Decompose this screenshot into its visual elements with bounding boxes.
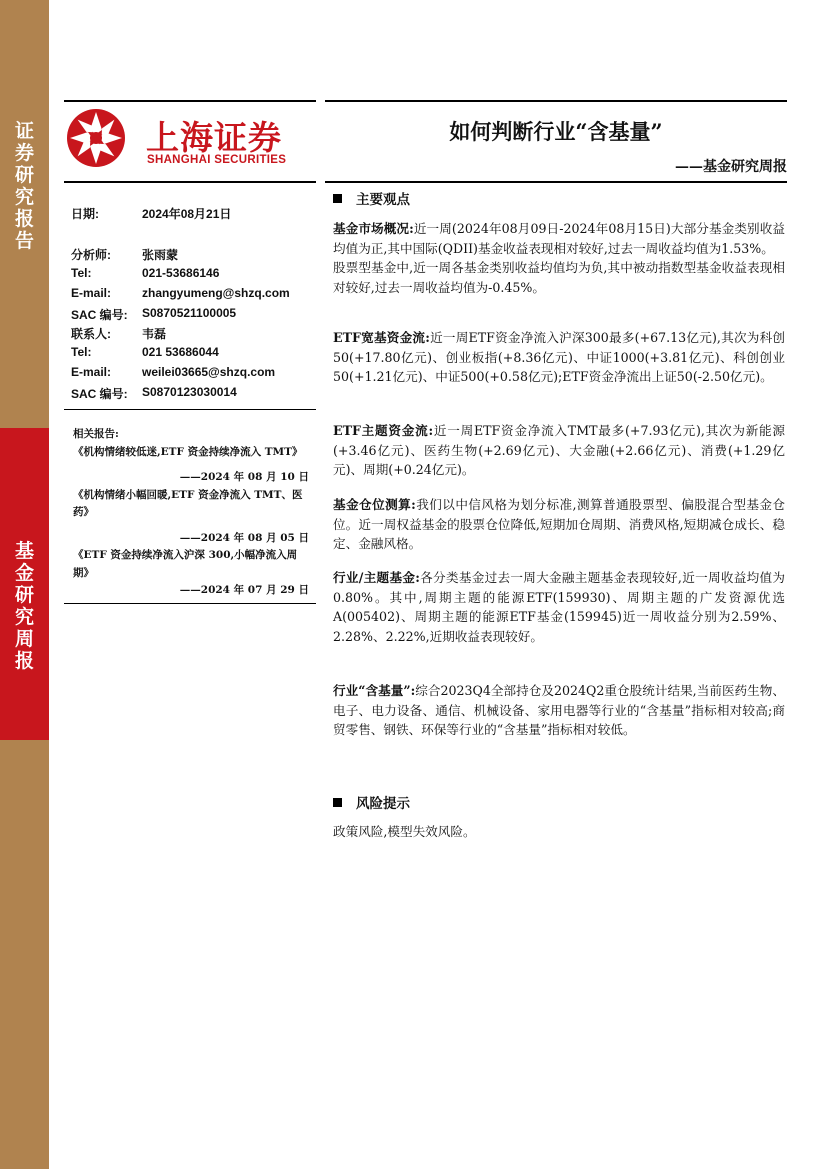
related-item-title[interactable]: 《机构情绪较低迷,ETF 资金持续净流入 TMT》	[73, 445, 303, 458]
sidebar-char: 究	[14, 606, 34, 628]
shanghai-securities-logo-icon	[66, 108, 126, 168]
sac2-label: SAC 编号:	[71, 387, 128, 401]
email2-value[interactable]: weilei03665@shzq.com	[142, 365, 276, 379]
equity-fund-text: 股票型基金中,近一周各基金类别收益均值均为负,其中被动指数型基金收益表现相对较好,过去一周收益均值为-0.45%。	[333, 260, 785, 295]
tel2-value: 021 53686044	[142, 345, 219, 359]
main-views-heading-text: 主要观点	[356, 192, 410, 208]
risk-paragraph: 政策风险,模型失效风险。	[333, 824, 476, 839]
report-subtitle: ——基金研究周报	[675, 159, 787, 175]
sidebar-bottom-band	[0, 740, 49, 1169]
square-bullet-icon	[333, 798, 342, 807]
info-rule-left	[64, 181, 316, 183]
contact-value: 韦磊	[142, 327, 167, 341]
sidebar-char: 报	[14, 650, 34, 672]
date-value: 2024年08月21日	[142, 207, 232, 221]
fund-content-paragraph	[333, 681, 785, 740]
related-bottom-rule	[64, 603, 316, 604]
sidebar-char: 周	[14, 628, 34, 650]
sac1-label: SAC 编号:	[71, 308, 128, 322]
sidebar-char: 金	[14, 562, 34, 584]
fund-content-label: 行业“含基量”:	[333, 683, 416, 698]
broad-etf-flow-text: 近一周ETF资金净流入沪深300最多(+67.13亿元),其次为科创50(+17.80亿元)、创业板指(+8.36亿元)、中证1000(+3.81亿元)、科创创业50(+1.21亿元)、中证500(+0.58亿元);ETF资金净流出上证50(-2.50亿元)。	[333, 330, 786, 384]
email1-label: E-mail:	[71, 286, 112, 300]
email2-label: E-mail:	[71, 365, 112, 379]
related-item-date: ——2024 年 08 月 05 日	[179, 531, 309, 544]
header-rule-left	[64, 100, 316, 102]
logo-name-cn: 上海证券	[146, 118, 282, 157]
sidebar-char: 研	[14, 584, 34, 606]
related-heading: 相关报告:	[73, 428, 119, 440]
sidebar-label-report-type	[0, 120, 49, 252]
company-logo	[64, 104, 324, 174]
broad-etf-flow-label: ETF宽基资金流:	[333, 330, 430, 345]
risk-heading	[333, 792, 410, 812]
related-item-date: ——2024 年 07 月 29 日	[179, 584, 309, 596]
market-overview-paragraph	[333, 219, 785, 297]
sac1-value: S0870521100005	[142, 306, 237, 320]
contact-label: 联系人:	[71, 327, 111, 341]
risk-heading-text: 风险提示	[356, 796, 410, 812]
tel2-label: Tel:	[71, 345, 92, 359]
date-label: 日期:	[71, 207, 99, 221]
tel1-value: 021-53686146	[142, 266, 220, 280]
analyst-value: 张雨蒙	[142, 248, 179, 262]
sidebar-char: 报	[14, 208, 34, 230]
sidebar-char: 研	[14, 164, 34, 186]
sidebar-char: 告	[14, 230, 34, 252]
theme-etf-flow-label: ETF主题资金流:	[333, 423, 434, 438]
logo-name-en: SHANGHAI SECURITIES	[147, 154, 287, 166]
sac2-value: S0870123030014	[142, 385, 237, 399]
position-estimate-label: 基金仓位测算:	[333, 497, 416, 512]
related-item-title[interactable]: 《ETF 资金持续净流入沪深 300,小幅净流入周期》	[73, 549, 298, 579]
analyst-label: 分析师:	[71, 248, 111, 262]
sidebar-char: 基	[14, 540, 34, 562]
theme-etf-flow-paragraph	[333, 421, 785, 480]
square-bullet-icon	[333, 194, 342, 203]
sidebar-char: 券	[14, 142, 34, 164]
related-item-date: ——2024 年 08 月 10 日	[179, 471, 309, 483]
market-overview-label: 基金市场概况:	[333, 221, 414, 236]
info-bottom-rule	[64, 409, 316, 410]
theme-etf-flow-text: 近一周ETF资金净流入TMT最多(+7.93亿元),其次为新能源(+3.46亿元)、医药生物(+2.69亿元)、大金融(+2.66亿元)、消费(+1.29亿元)、周期(+0.24亿元)。	[333, 423, 786, 477]
sector-fund-label: 行业/主题基金:	[333, 570, 420, 585]
sector-fund-text: 各分类基金过去一周大金融主题基金表现较好,近一周收益均值为0.80%。其中,周期主题的能源ETF(159930)、周期主题的广发资源优选A(005402)、周期主题的能源ETF基金(159945)近一周收益分别为2.59%、2.28%、2.22%,近期收益表现较好。	[333, 570, 785, 644]
fund-content-text: 综合2023Q4全部持仓及2024Q2重仓股统计结果,当前医药生物、电子、电力设备、通信、机械设备、家用电器等行业的“含基量”指标相对较高;商贸零售、钢铁、环保等行业的“含基量”指标相对较低。	[333, 683, 785, 737]
broad-etf-flow-paragraph	[333, 328, 785, 387]
related-reports	[73, 426, 309, 600]
main-views-heading	[333, 188, 410, 208]
title-rule-right	[325, 181, 787, 183]
position-estimate-paragraph	[333, 495, 785, 554]
position-estimate-text: 我们以中信风格为划分标准,测算普通股票型、偏股混合型基金仓位。近一周权益基金的股票仓位降低,短期加仓周期、消费风格,短期减仓成长、稳定、金融风格。	[333, 497, 785, 551]
sidebar-char: 证	[14, 120, 34, 142]
sidebar-char: 究	[14, 186, 34, 208]
related-item-title[interactable]: 《机构情绪小幅回暖,ETF 资金净流入 TMT、医药》	[73, 488, 303, 518]
market-overview-text: 近一周(2024年08月09日-2024年08月15日)大部分基金类别收益均值为正,其中国际(QDII)基金收益表现相对较好,过去一周收益均值为1.53%。	[333, 221, 785, 256]
email1-value[interactable]: zhangyumeng@shzq.com	[142, 286, 290, 300]
sidebar-label-report-series	[0, 540, 49, 672]
tel1-label: Tel:	[71, 266, 92, 280]
report-title: 如何判断行业“含基量”	[449, 119, 663, 144]
header-rule-right	[325, 100, 787, 102]
sector-fund-paragraph	[333, 568, 785, 646]
